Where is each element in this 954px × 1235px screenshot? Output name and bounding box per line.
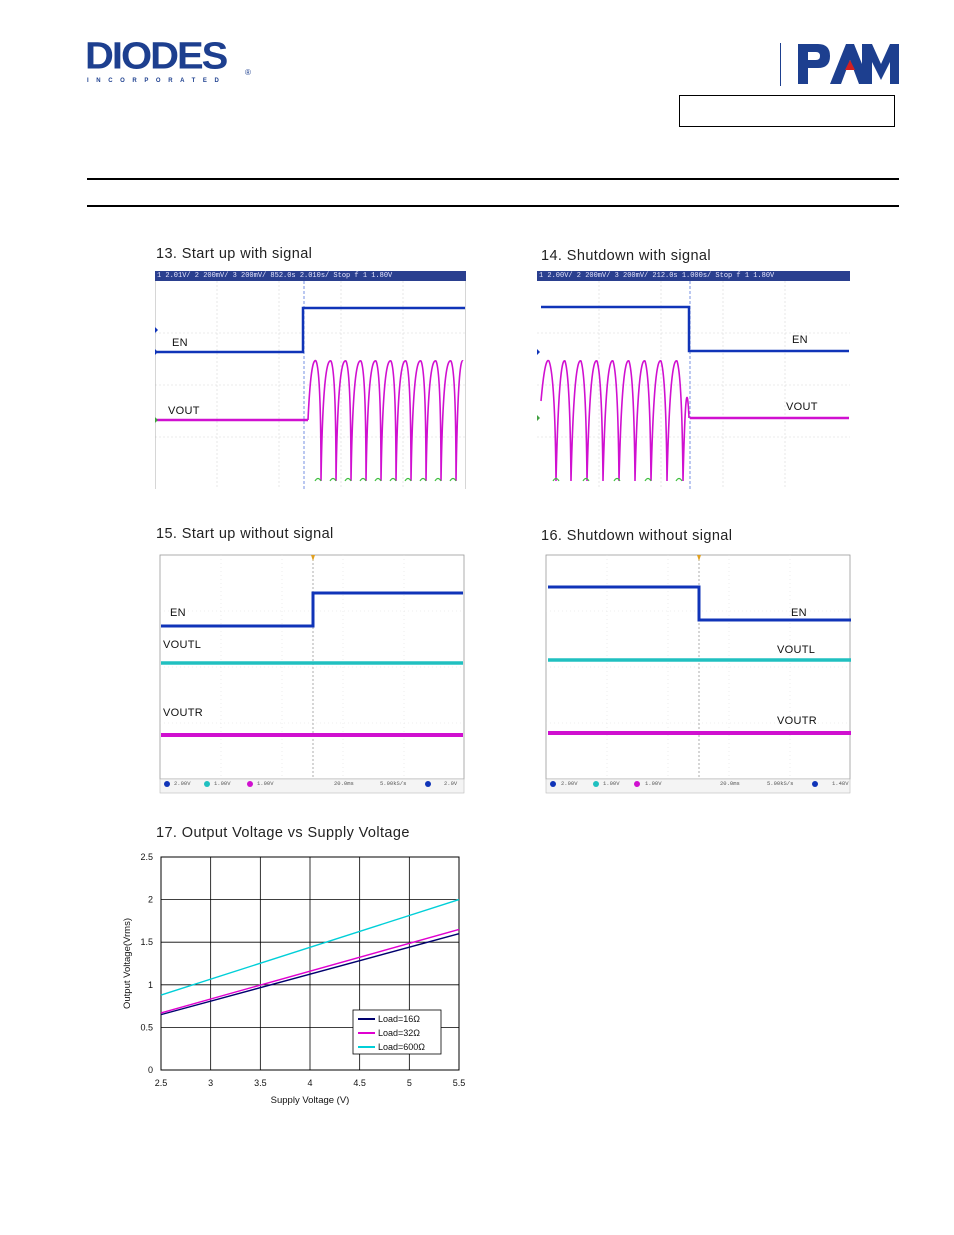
fig14-label-en: EN — [792, 334, 808, 346]
fig15-footer-trigger: 2.0V — [444, 780, 458, 787]
fig15-label-voutr: VOUTR — [163, 707, 203, 719]
fig14-scope-header: 1 2.00V/ 2 200mV/ 3 200mV/ 212.0s 1.000s/ Stop f 1 1.80V — [537, 271, 850, 281]
fig15-footer-ch3: 1.00V — [257, 780, 274, 787]
fig13-scope-header: 1 2.01V/ 2 200mV/ 3 200mV/ 852.0s 2.010s/ Stop f 1 1.80V — [155, 271, 466, 281]
fig13-label-en: EN — [172, 337, 188, 349]
fig16-scope-screen — [540, 553, 852, 795]
y-tick-label: 0 — [147, 1065, 153, 1075]
fig16-label-voutr: VOUTR — [777, 715, 817, 727]
fig15-footer-timebase: 20.0ms — [334, 780, 354, 787]
diodes-logo-text: DIODES — [85, 35, 227, 77]
fig13-scope-screen — [155, 281, 466, 489]
fig13-label-vout: VOUT — [168, 405, 200, 417]
fig14-scope-screen — [537, 281, 850, 489]
y-tick-label: 0.5 — [140, 1022, 153, 1033]
fig16-footer-ch3: 1.00V — [645, 780, 662, 787]
x-axis-label: Supply Voltage (V) — [270, 1095, 350, 1106]
fig15-footer-ch2: 1.00V — [214, 780, 231, 787]
fig15-title: 15. Start up without signal — [156, 526, 334, 542]
logo-divider — [780, 43, 781, 86]
fig16-title: 16. Shutdown without signal — [541, 528, 733, 544]
fig16-label-voutl: VOUTL — [777, 644, 816, 656]
chart-legend — [353, 1010, 441, 1054]
registered-mark: ® — [245, 68, 251, 77]
pam-logo — [796, 42, 900, 86]
header-rule-top — [87, 178, 899, 180]
x-tick-label: 4.5 — [353, 1078, 366, 1088]
x-tick-label: 3.5 — [254, 1078, 267, 1088]
fig15-scope-screen — [155, 553, 466, 795]
x-tick-label: 3 — [208, 1078, 214, 1088]
fig15-footer-ch1: 2.00V — [174, 780, 191, 787]
x-tick-label: 5.5 — [452, 1078, 466, 1088]
fig16-footer-ch2: 1.00V — [603, 780, 620, 787]
fig16-label-en: EN — [791, 607, 807, 619]
legend-label: Load=32Ω — [378, 1028, 421, 1038]
diodes-logo-subtext: INCORPORATED — [87, 78, 227, 84]
fig14-title: 14. Shutdown with signal — [541, 248, 712, 264]
fig17-title: 17. Output Voltage vs Supply Voltage — [156, 825, 410, 841]
fig16-footer-samplerate: 5.00kS/s — [767, 780, 794, 787]
fig16-footer-timebase: 20.0ms — [720, 780, 740, 787]
y-tick-label: 1.5 — [140, 937, 153, 948]
y-tick-label: 1 — [147, 979, 153, 990]
fig15-label-voutl: VOUTL — [163, 639, 202, 651]
output-voltage-chart — [110, 848, 480, 1113]
y-tick-label: 2 — [147, 894, 153, 905]
part-number-box — [679, 95, 895, 127]
fig15-footer-samplerate: 5.00kS/s — [380, 780, 407, 787]
x-tick-label: 5 — [406, 1078, 412, 1088]
diodes-logo — [85, 35, 260, 88]
x-tick-label: 4 — [307, 1078, 313, 1088]
y-tick-label: 2.5 — [140, 852, 153, 862]
legend-label: Load=600Ω — [378, 1042, 426, 1052]
fig15-label-en: EN — [170, 607, 186, 619]
fig16-footer-trigger: 1.48V — [832, 780, 849, 787]
fig14-label-vout: VOUT — [786, 401, 818, 413]
y-axis-label: Output Voltage(Vrms) — [122, 918, 133, 1009]
fig13-title: 13. Start up with signal — [156, 246, 313, 262]
fig16-footer-ch1: 2.00V — [561, 780, 578, 787]
x-tick-label: 2.5 — [154, 1078, 168, 1088]
header-rule-bottom — [87, 205, 899, 207]
legend-label: Load=16Ω — [378, 1014, 421, 1024]
